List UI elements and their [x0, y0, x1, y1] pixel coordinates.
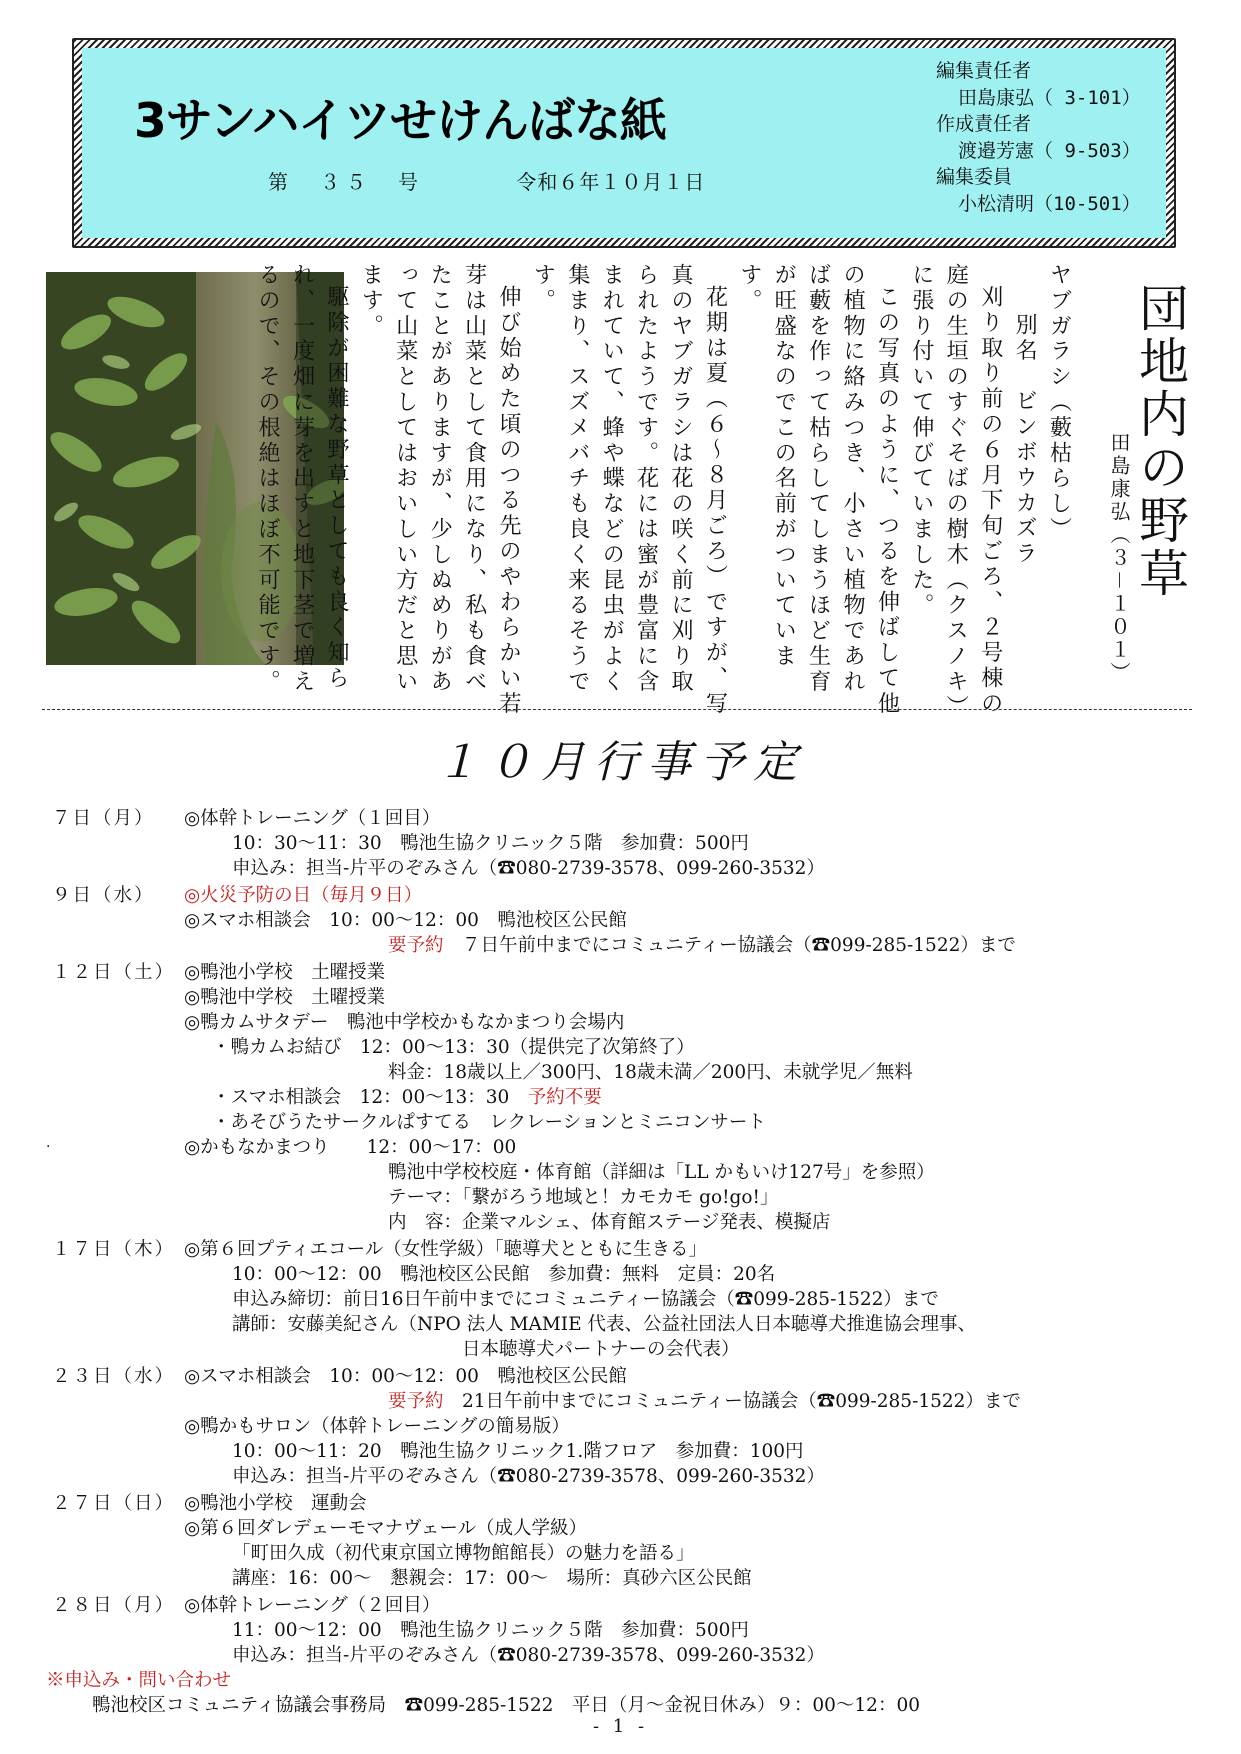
- section-divider: [42, 709, 1192, 710]
- article-author: 田島康弘（３－１０１）: [1107, 432, 1131, 685]
- event-title: ◎鴨池小学校 運動会: [184, 1493, 367, 1514]
- event-title: ◎火災予防の日（毎月９日）: [184, 885, 423, 906]
- event-title: ◎鴨カムサタデー 鴨池中学校かもなかまつり会場内: [184, 1012, 625, 1033]
- event-title: ◎スマホ相談会 10：00～12：00 鴨池校区公民館: [184, 1366, 627, 1387]
- event-detail: 鴨池中学校校庭・体育館（詳細は「LL かもいけ127号」を参照）: [388, 1162, 935, 1183]
- event-detail: 内 容：企業マルシェ、体育館ステージ発表、模擬店: [388, 1212, 831, 1233]
- contact-line: 鴨池校区コミュニティ協議会事務局 ☎099-285-1522 平日（月～金祝日休み）９：00～12：00: [92, 1695, 920, 1716]
- plant-name: ヤブガラシ（藪枯らし）: [1046, 263, 1072, 543]
- editor-name: 田島康弘（ 3-101）: [958, 86, 1141, 109]
- reservation-required: 要予約: [388, 935, 444, 956]
- schedule-date: ７日（月）: [52, 808, 155, 829]
- editor-role: 作成責任者: [936, 113, 1032, 135]
- stray-dot: ·: [46, 1139, 51, 1155]
- event-title: ◎鴨池小学校 土曜授業: [184, 962, 386, 983]
- event-detail: 申込み：担当-片平のぞみさん（☎080-2739-3578、099-260-3532）: [232, 1466, 825, 1487]
- issue-number: 第 ３５ 号: [268, 170, 424, 194]
- schedule-title: １０月行事予定: [435, 737, 806, 788]
- schedule-date: ２７日（日）: [52, 1493, 176, 1514]
- issue-line: [268, 166, 791, 195]
- article-paragraph: 刈り取り前の６月下旬ごろ、２号棟の庭の生垣のすぐそばの樹木（クスノキ）に張り付いて伸びていました。: [908, 263, 1004, 717]
- event-detail: 申込み：担当-片平のぞみさん（☎080-2739-3578、099-260-3532）: [232, 858, 825, 879]
- editor-name: 渡邉芳憲（ 9-503）: [958, 139, 1141, 162]
- event-detail: 料金：18歳以上／300円、18歳未満／200円、未就学児／無料: [388, 1062, 913, 1083]
- event-detail: 「町田久成（初代東京国立博物館館長）の魅力を語る」: [232, 1543, 695, 1564]
- event-detail: 申込み締切：前日16日午前中までにコミュニティー協議会（☎099-285-1522）まで: [232, 1289, 939, 1310]
- schedule-date: １２日（土）: [52, 962, 176, 983]
- event-title: ◎かもなかまつり 12：00～17：00: [184, 1137, 517, 1158]
- event-title: ◎体幹トレーニング（２回目）: [184, 1595, 441, 1616]
- event-detail: 11：00～12：00 鴨池生協クリニック５階 参加費：500円: [232, 1620, 749, 1641]
- editor-credits: [936, 58, 1141, 217]
- header-banner: [72, 38, 1176, 248]
- article-paragraph: 駆除が困難な野草としても良く知られ、一度畑に芽を出すと地下茎で増えるので、その根絶はほぼ不可能です。: [254, 263, 350, 695]
- schedule-date: ９日（水）: [52, 885, 155, 906]
- event-detail: ７日午前中までにコミュニティー協議会（☎099-285-1522）まで: [462, 935, 1016, 956]
- article-alias: [1007, 263, 1041, 719]
- article-body: [254, 263, 1076, 719]
- event-detail: 10：30～11：30 鴨池生協クリニック５階 参加費：500円: [232, 833, 749, 854]
- event-detail: 日本聴導犬パートナーの会代表）: [462, 1339, 740, 1360]
- event-detail: テーマ：「繋がろう地域と！カモカモ go!go!」: [388, 1187, 779, 1208]
- newsletter-title: 3サンハイツせけんばな紙: [134, 94, 667, 149]
- event-title: ◎鴨かもサロン（体幹トレーニングの簡易版）: [184, 1416, 570, 1437]
- event-detail: 申込み：担当-片平のぞみさん（☎080-2739-3578、099-260-3532）: [232, 1645, 825, 1666]
- article-heading: [1042, 263, 1076, 719]
- article-paragraph: 花期は夏（６～８月ごろ）ですが、写真のヤブガラシは花の咲く前に刈り取られたようです。花には蜜が豊富に含まれていて、蜂や蝶などの昆虫がよく集まり、スズメバチも良く来るそうです。: [529, 263, 728, 717]
- editor-name: 小松清明（10-501）: [958, 192, 1141, 215]
- event-detail: [212, 1085, 602, 1110]
- event-detail: 講師：安藤美紀さん（NPO 法人 MAMIE 代表、公益社団法人日本聴導犬推進協会理事、: [232, 1314, 977, 1335]
- no-reservation: 予約不要: [527, 1087, 602, 1108]
- event-title: ◎体幹トレーニング（１回目）: [184, 808, 441, 829]
- contact-heading: ※申込み・問い合わせ: [46, 1670, 232, 1691]
- editor-role: 編集委員: [936, 166, 1013, 188]
- article-title: 団地内の野草: [1131, 282, 1189, 600]
- plant-alias: 別名 ビンボウカズラ: [1011, 313, 1038, 567]
- event-detail: ・鴨カムお結び 12：00～13：30（提供完了次第終了）: [212, 1037, 695, 1058]
- issue-date: 令和６年１０月１日: [516, 170, 706, 194]
- event-detail: 21日午前中までにコミュニティー協議会（☎099-285-1522）まで: [462, 1391, 1021, 1412]
- event-title: ◎第６回プティエコール（女性学級）「聴導犬とともに生きる」: [184, 1239, 708, 1260]
- event-title: ◎第６回ダレデェーモマナヴェール（成人学級）: [184, 1518, 587, 1539]
- event-detail: 10：00～12：00 鴨池校区公民館 参加費：無料 定員：20名: [232, 1264, 776, 1285]
- schedule-date: １７日（木）: [52, 1239, 176, 1260]
- article-paragraph: 伸び始めた頃のつる先のやわらかい若芽は山菜として食用になり、私も食べたことがありますが、少しぬめりがあって山菜としてはおいしい方だと思います。: [357, 263, 522, 717]
- event-detail: 講座：16：00～ 懇親会：17：00～ 場所：真砂六区公民館: [232, 1568, 752, 1589]
- event-title: ◎鴨池中学校 土曜授業: [184, 987, 386, 1008]
- event-detail-text: ・スマホ相談会 12：00～13：30: [212, 1087, 528, 1108]
- article-paragraph: この写真のように、つるを伸ばして他の植物に絡みつき、小さい植物であれば藪を作って枯らしてしまうほど生育が旺盛なのでこの名前がついています。: [736, 263, 900, 717]
- page-number: - 1 -: [592, 1716, 649, 1737]
- schedule-date: ２３日（水）: [52, 1366, 176, 1387]
- event-detail: ・あそびうたサークルぱすてる レクレーションとミニコンサート: [212, 1112, 766, 1133]
- event-title: ◎スマホ相談会 10：00～12：00 鴨池校区公民館: [184, 910, 627, 931]
- editor-role: 編集責任者: [936, 60, 1032, 82]
- event-detail: 10：00～11：20 鴨池生協クリニック1.階フロア 参加費：100円: [232, 1441, 804, 1462]
- reservation-required: 要予約: [388, 1391, 444, 1412]
- schedule-date: ２８日（月）: [52, 1595, 176, 1616]
